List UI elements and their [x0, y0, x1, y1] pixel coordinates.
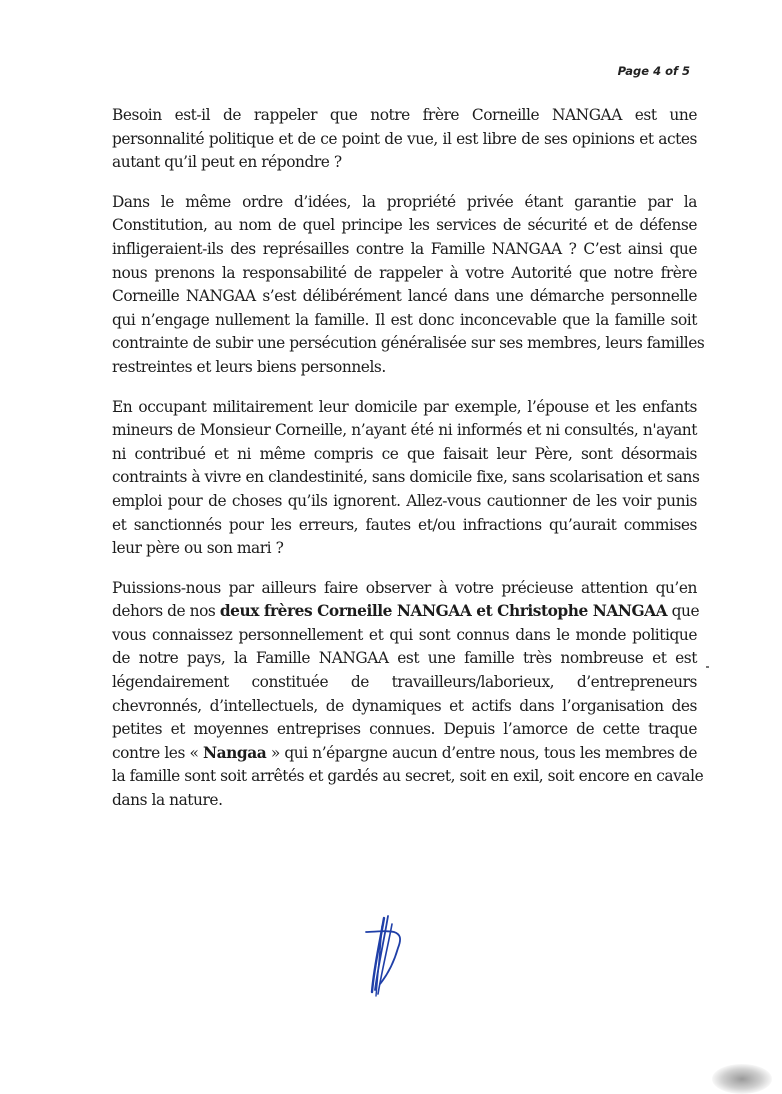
text-line: autant qu’il peut en répondre ?: [112, 153, 342, 172]
text-line: [112, 742, 697, 766]
text-run: contre les «: [112, 743, 203, 762]
bold-name: Nangaa: [203, 743, 267, 762]
text-line: petites et moyennes entreprises connues. Depuis l’amorce de cette traque: [112, 720, 697, 739]
text-line: contrainte de subir une persécution généralisée sur ses membres, leurs familles: [112, 334, 705, 353]
text-line: Besoin est-il de rappeler que notre frère Corneille NANGAA est une: [112, 106, 697, 124]
text-line: [112, 600, 700, 624]
letter-body: [112, 104, 705, 829]
stray-mark: [706, 666, 709, 668]
text-line: restreintes et leurs biens personnels.: [112, 357, 386, 376]
text-line: chevronnés, d’intellectuels, de dynamiques et actifs dans l’organisation des: [112, 696, 697, 715]
text-line: légendairement constituée de travailleurs/laborieux, d’entrepreneurs: [112, 673, 697, 692]
paragraph-4: [112, 577, 704, 813]
paragraph-2: [112, 191, 705, 380]
text-line: leur père ou son mari ?: [112, 539, 284, 558]
text-line: ni contribué et ni même compris ce que faisait leur Père, sont désormais: [112, 444, 697, 463]
text-line: contraints à vivre en clandestinité, sans domicile fixe, sans scolarisation et sans: [112, 468, 700, 487]
text-line: Constitution, au nom de quel principe les services de sécurité et de défense: [112, 216, 697, 235]
text-line: la famille sont soit arrêtés et gardés au secret, soit en exil, soit encore en cavale: [112, 767, 704, 786]
text-line: dans la nature.: [112, 791, 223, 810]
text-line: Dans le même ordre d’idées, la propriété privée étant garantie par la: [112, 192, 697, 211]
text-line: qui n’engage nullement la famille. Il est donc inconcevable que la famille soit: [112, 310, 697, 329]
text-run: » qui n’épargne aucun d’entre nous, tous les membres de: [266, 743, 697, 762]
text-line: Corneille NANGAA s’est délibérément lancé dans une démarche personnelle: [112, 287, 697, 306]
text-run: que: [667, 602, 700, 621]
scan-smudge: [712, 1064, 772, 1094]
text-line: vous connaissez personnellement et qui sont connus dans le monde politique: [112, 625, 697, 644]
text-line: En occupant militairement leur domicile par exemple, l’épouse et les enfants: [112, 397, 697, 416]
text-line: infligeraient-ils des représailles contre la Famille NANGAA ? C’est ainsi que: [112, 239, 697, 258]
paragraph-1: [112, 104, 697, 175]
handwritten-signature: [362, 912, 442, 1002]
text-line: nous prenons la responsabilité de rappeler à votre Autorité que notre frère: [112, 263, 697, 282]
text-line: mineurs de Monsieur Corneille, n’ayant été ni informés et ni consultés, n'ayant: [112, 421, 697, 440]
paragraph-3: [112, 396, 700, 561]
text-line: et sanctionnés pour les erreurs, fautes et/ou infractions qu’aurait commises: [112, 515, 697, 534]
bold-names: deux frères Corneille NANGAA et Christophe NANGAA: [219, 602, 668, 621]
text-run: dehors de nos: [112, 602, 220, 621]
text-line: personnalité politique et de ce point de vue, il est libre de ses opinions et actes: [112, 129, 697, 148]
text-line: Puissions-nous par ailleurs faire observer à votre précieuse attention qu’en: [112, 578, 697, 597]
text-line: emploi pour de choses qu’ils ignorent. Allez-vous cautionner de les voir punis: [112, 491, 697, 510]
page-number: Page 4 of 5: [617, 64, 690, 78]
text-line: de notre pays, la Famille NANGAA est une famille très nombreuse et est: [112, 649, 697, 668]
